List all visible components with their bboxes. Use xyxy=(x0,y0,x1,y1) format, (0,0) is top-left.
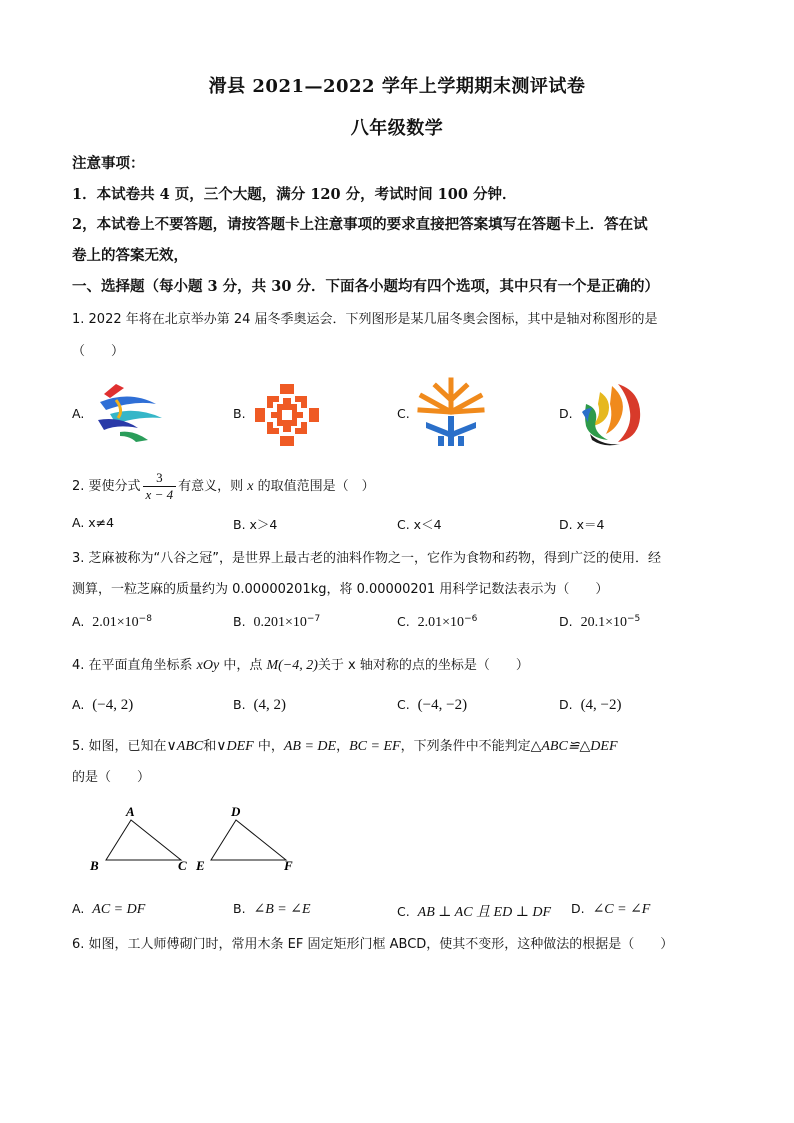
q2-option-d: D. x＝4 xyxy=(559,517,605,532)
q3-option-b-label: B. xyxy=(233,614,246,630)
q4-stem xyxy=(72,654,529,674)
q3-option-c-exp: −6 xyxy=(464,614,478,624)
q3-option-a-exp: −8 xyxy=(138,614,152,624)
q3-option-a-label: A. xyxy=(72,614,85,630)
q5-option-d-value: ∠C = ∠F xyxy=(592,902,651,917)
q5-triangle-1: ∨ABC xyxy=(166,739,204,754)
q3-option-b xyxy=(233,614,320,631)
q3-stem-line-1: 3. 芝麻被称为“八谷之冠”，是世界上最古老的油料作物之一，它作为食物和药物，得到广泛的使用．经 xyxy=(72,551,662,566)
q3-option-d-label: D. xyxy=(559,614,573,630)
q5-option-b xyxy=(233,901,311,918)
q2-stem-suffix-b: 的取值范围是（ ） xyxy=(253,479,375,494)
q5-text-c: 中， xyxy=(253,739,284,754)
q2-stem-suffix-a: 有意义，则 xyxy=(178,479,248,494)
q2-stem-prefix: 2. 要使分式 xyxy=(72,479,141,494)
q2-option-b: B. x＞4 xyxy=(233,517,278,532)
q5-option-c xyxy=(397,901,551,921)
q5-triangle-2: ∨DEF xyxy=(216,739,254,754)
q1-option-c-label: C. xyxy=(397,406,410,421)
torino-2006-logo-icon xyxy=(578,378,648,450)
q3-option-a xyxy=(72,614,152,631)
q3-option-c-base: 2.01×10 xyxy=(417,615,465,631)
q2-fraction-denominator: x − 4 xyxy=(145,487,174,502)
q5-option-c-label: C. xyxy=(397,904,410,919)
q1-option-d-label: D. xyxy=(559,406,573,421)
q4-option-c-label: C. xyxy=(397,697,410,712)
label-a: A xyxy=(126,804,135,819)
q4-stem-prefix: 4. 在平面直角坐标系 xyxy=(72,658,197,673)
q4-option-c xyxy=(397,697,467,714)
q3-option-c-label: C. xyxy=(397,614,410,630)
q4-option-c-value: (−4, −2) xyxy=(417,697,468,713)
q4-option-a xyxy=(72,697,133,714)
q4-option-d-label: D. xyxy=(559,697,573,712)
notice-item-1: 1．本试卷共 4 页，三个大题，满分 120 分，考试时间 100 分钟． xyxy=(72,186,517,203)
exam-title: 滑县 2021—2022 学年上学期期末测评试卷 xyxy=(208,76,586,97)
q5-text-e: ，下列条件中不能判定 xyxy=(400,739,531,754)
q4-point: M(−4, 2) xyxy=(266,658,318,673)
q5-condition-2: BC = EF xyxy=(349,739,401,754)
q4-coordinate-system: xOy xyxy=(196,658,220,673)
q5-option-a-value: AC = DF xyxy=(92,902,146,917)
q5-option-a-label: A. xyxy=(72,901,85,916)
section-heading: 一、选择题（每小题 3 分，共 30 分．下面各小题均有四个选项，其中只有一个是正确的） xyxy=(72,278,659,295)
label-f: F xyxy=(284,858,293,873)
q3-option-b-base: 0.201×10 xyxy=(253,615,307,631)
notice-item-2-line-2: 卷上的答案无效， xyxy=(72,247,188,264)
q6-stem-line-1: 6. 如图，工人师傅砌门时，常用木条 EF 固定矩形门框 ABCD，使其不变形，这种做法的根据是（ ） xyxy=(72,937,674,952)
q5-text-b: 和 xyxy=(203,739,217,754)
q2-stem xyxy=(72,470,375,503)
q5-option-a xyxy=(72,901,145,918)
q5-triangles-figure xyxy=(86,802,302,882)
q4-stem-mid: 中，点 xyxy=(219,658,267,673)
q1-stem-line-2: （ ） xyxy=(72,344,125,359)
q4-option-d-value: (4, −2) xyxy=(580,697,622,713)
label-b: B xyxy=(90,858,99,873)
q4-option-a-label: A. xyxy=(72,697,85,712)
q5-conclusion: △ABC≌△DEF xyxy=(530,739,618,754)
q3-option-a-base: 2.01×10 xyxy=(92,615,139,631)
label-e: E xyxy=(196,858,205,873)
q1-option-b-label: B. xyxy=(233,406,246,421)
calgary-1988-logo-icon xyxy=(416,376,486,450)
q4-stem-suffix: 关于 x 轴对称的点的坐标是（ ） xyxy=(317,658,529,673)
q2-variable: x xyxy=(247,479,254,494)
label-d: D xyxy=(231,804,241,819)
q5-stem-line-2: 的是（ ） xyxy=(72,770,151,785)
q3-stem-line-2: 测算，一粒芝麻的质量约为 0.00000201kg，将 0.00000201 用科学记数法表示为（ ） xyxy=(72,582,609,597)
beijing-2022-logo-icon xyxy=(90,380,168,450)
q1-option-a-label: A. xyxy=(72,406,85,421)
q3-option-d-base: 20.1×10 xyxy=(580,615,627,631)
q5-condition-1: AB = DE xyxy=(283,739,337,754)
sarajevo-1984-logo-icon xyxy=(253,382,321,448)
triangle-def xyxy=(211,820,286,860)
q5-text-a: 5. 如图，已知在 xyxy=(72,739,167,754)
q5-option-d xyxy=(571,901,650,918)
q5-option-d-label: D. xyxy=(571,901,585,916)
triangle-abc xyxy=(106,820,181,860)
q4-option-b-label: B. xyxy=(233,697,246,712)
q5-option-b-label: B. xyxy=(233,901,246,916)
q5-option-b-value: ∠B = ∠E xyxy=(253,902,311,917)
label-c: C xyxy=(178,858,187,873)
q4-option-b xyxy=(233,697,286,714)
q2-option-c: C. x＜4 xyxy=(397,517,442,532)
q2-fraction xyxy=(143,470,177,503)
q4-option-d xyxy=(559,697,622,714)
q5-option-c-value: AB ⊥ AC 且 ED ⊥ DF xyxy=(417,905,552,920)
q2-fraction-numerator: 3 xyxy=(143,470,177,487)
notice-item-2-line-1: 2，本试卷上不要答题，请按答题卡上注意事项的要求直接把答案填写在答题卡上．答在试 xyxy=(72,216,648,233)
q1-stem-line-1: 1. 2022 年将在北京举办第 24 届冬季奥运会．下列图形是某几届冬奥会图标，其中是轴对称图形的是 xyxy=(72,312,658,327)
q5-stem-line-1 xyxy=(72,735,618,755)
q5-text-d: ， xyxy=(336,739,350,754)
q4-option-a-value: (−4, 2) xyxy=(92,697,134,713)
notice-heading: 注意事项： xyxy=(72,155,145,172)
q3-option-b-exp: −7 xyxy=(306,614,321,624)
q3-option-c xyxy=(397,614,477,631)
exam-subtitle: 八年级数学 xyxy=(350,118,444,139)
q4-option-b-value: (4, 2) xyxy=(253,697,287,713)
q3-option-d-exp: −5 xyxy=(626,614,641,624)
q2-option-a: A. x≠4 xyxy=(72,515,115,530)
q3-option-d xyxy=(559,614,640,631)
